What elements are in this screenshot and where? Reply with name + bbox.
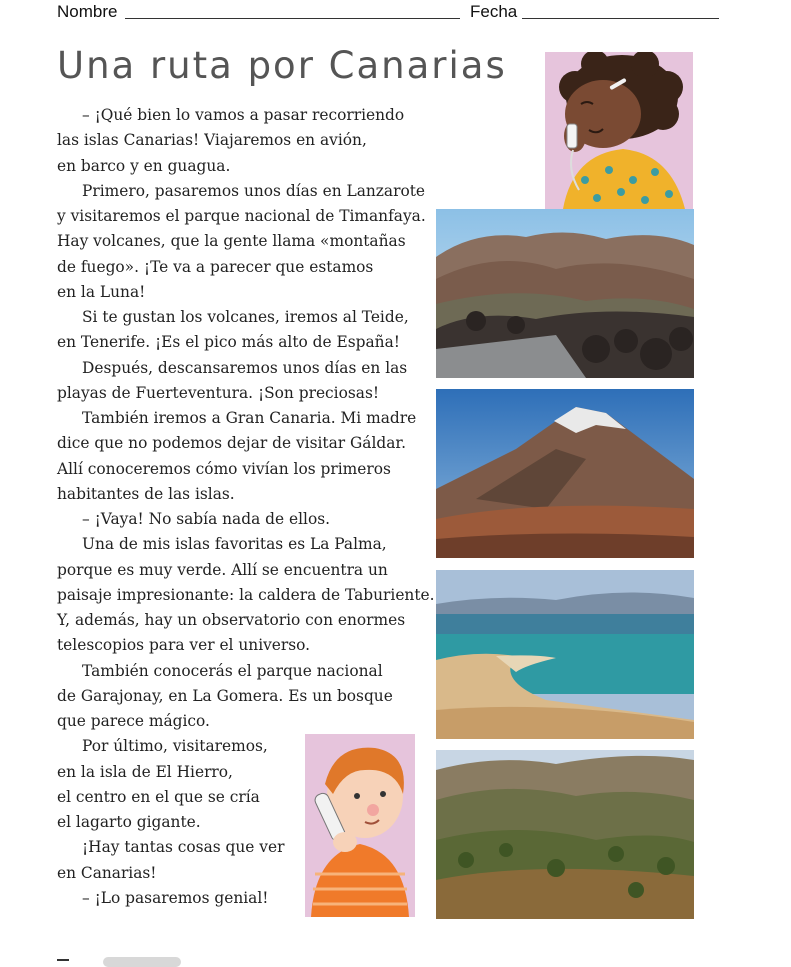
teide-mountain-photo bbox=[436, 389, 694, 558]
text-line: el centro en el que se cría bbox=[57, 787, 260, 806]
text-line: que parece mágico. bbox=[57, 712, 210, 730]
text-line: en Canarias! bbox=[57, 863, 157, 882]
text-line: Si te gustan los volcanes, iremos al Teide, bbox=[82, 308, 409, 326]
text-line: dice que no podemos dejar de visitar Gáldar. bbox=[57, 434, 406, 453]
text-line: habitantes de las islas. bbox=[57, 484, 235, 503]
text-line: Una de mis islas favoritas es La Palma, bbox=[82, 535, 387, 554]
worksheet-header bbox=[57, 2, 719, 24]
name-label: Nombre bbox=[57, 2, 118, 21]
text-line: en la isla de El Hierro, bbox=[57, 762, 233, 781]
text-line: de Garajonay, en La Gomera. Es un bosque bbox=[57, 686, 393, 705]
text-line: y visitaremos el parque nacional de Timanfaya. bbox=[57, 207, 426, 225]
text-line: de fuego». ¡Te va a parecer que estamos bbox=[57, 257, 374, 276]
text-line: en Tenerife. ¡Es el pico más alto de España! bbox=[57, 333, 400, 352]
caldera-de-taburiente-photo bbox=[436, 750, 694, 919]
fuerteventura-beach-photo bbox=[436, 570, 694, 739]
text-line: Por último, visitaremos, bbox=[82, 737, 268, 756]
boy-on-phone-illustration bbox=[305, 734, 415, 917]
text-line: las islas Canarias! Viajaremos en avión, bbox=[57, 131, 367, 150]
text-line: – ¡Vaya! No sabía nada de ellos. bbox=[82, 510, 331, 528]
text-line: en barco y en guagua. bbox=[57, 156, 231, 175]
text-line: Primero, pasaremos unos días en Lanzarote bbox=[82, 181, 426, 200]
name-line bbox=[125, 18, 460, 19]
date-line bbox=[522, 18, 719, 19]
text-line: – ¡Lo pasaremos genial! bbox=[82, 888, 269, 907]
page-footer-tab bbox=[103, 957, 181, 967]
text-line: – ¡Qué bien lo vamos a pasar recorriendo bbox=[82, 106, 405, 124]
date-label: Fecha bbox=[470, 2, 518, 21]
girl-on-phone-illustration bbox=[545, 52, 693, 209]
text-line: telescopios para ver el universo. bbox=[57, 636, 311, 655]
text-line: porque es muy verde. Allí se encuentra un bbox=[57, 560, 388, 579]
text-line: el lagarto gigante. bbox=[57, 813, 201, 831]
text-line: Y, además, hay un observatorio con enormes bbox=[57, 611, 406, 629]
text-line: en la Luna! bbox=[57, 282, 146, 301]
timanfaya-volcano-photo bbox=[436, 209, 694, 378]
text-line: paisaje impresionante: la caldera de Taburiente. bbox=[57, 585, 435, 604]
text-line: También iremos a Gran Canaria. Mi madre bbox=[82, 409, 417, 427]
text-line: Allí conoceremos cómo vivían los primeros bbox=[57, 459, 391, 478]
text-line: ¡Hay tantas cosas que ver bbox=[82, 838, 285, 857]
text-line: playas de Fuerteventura. ¡Son preciosas! bbox=[57, 383, 380, 402]
text-line: Después, descansaremos unos días en las bbox=[82, 358, 408, 377]
text-line: También conocerás el parque nacional bbox=[82, 661, 383, 680]
page-title: Una ruta por Canarias bbox=[57, 44, 507, 87]
text-line: Hay volcanes, que la gente llama «montañas bbox=[57, 232, 406, 251]
